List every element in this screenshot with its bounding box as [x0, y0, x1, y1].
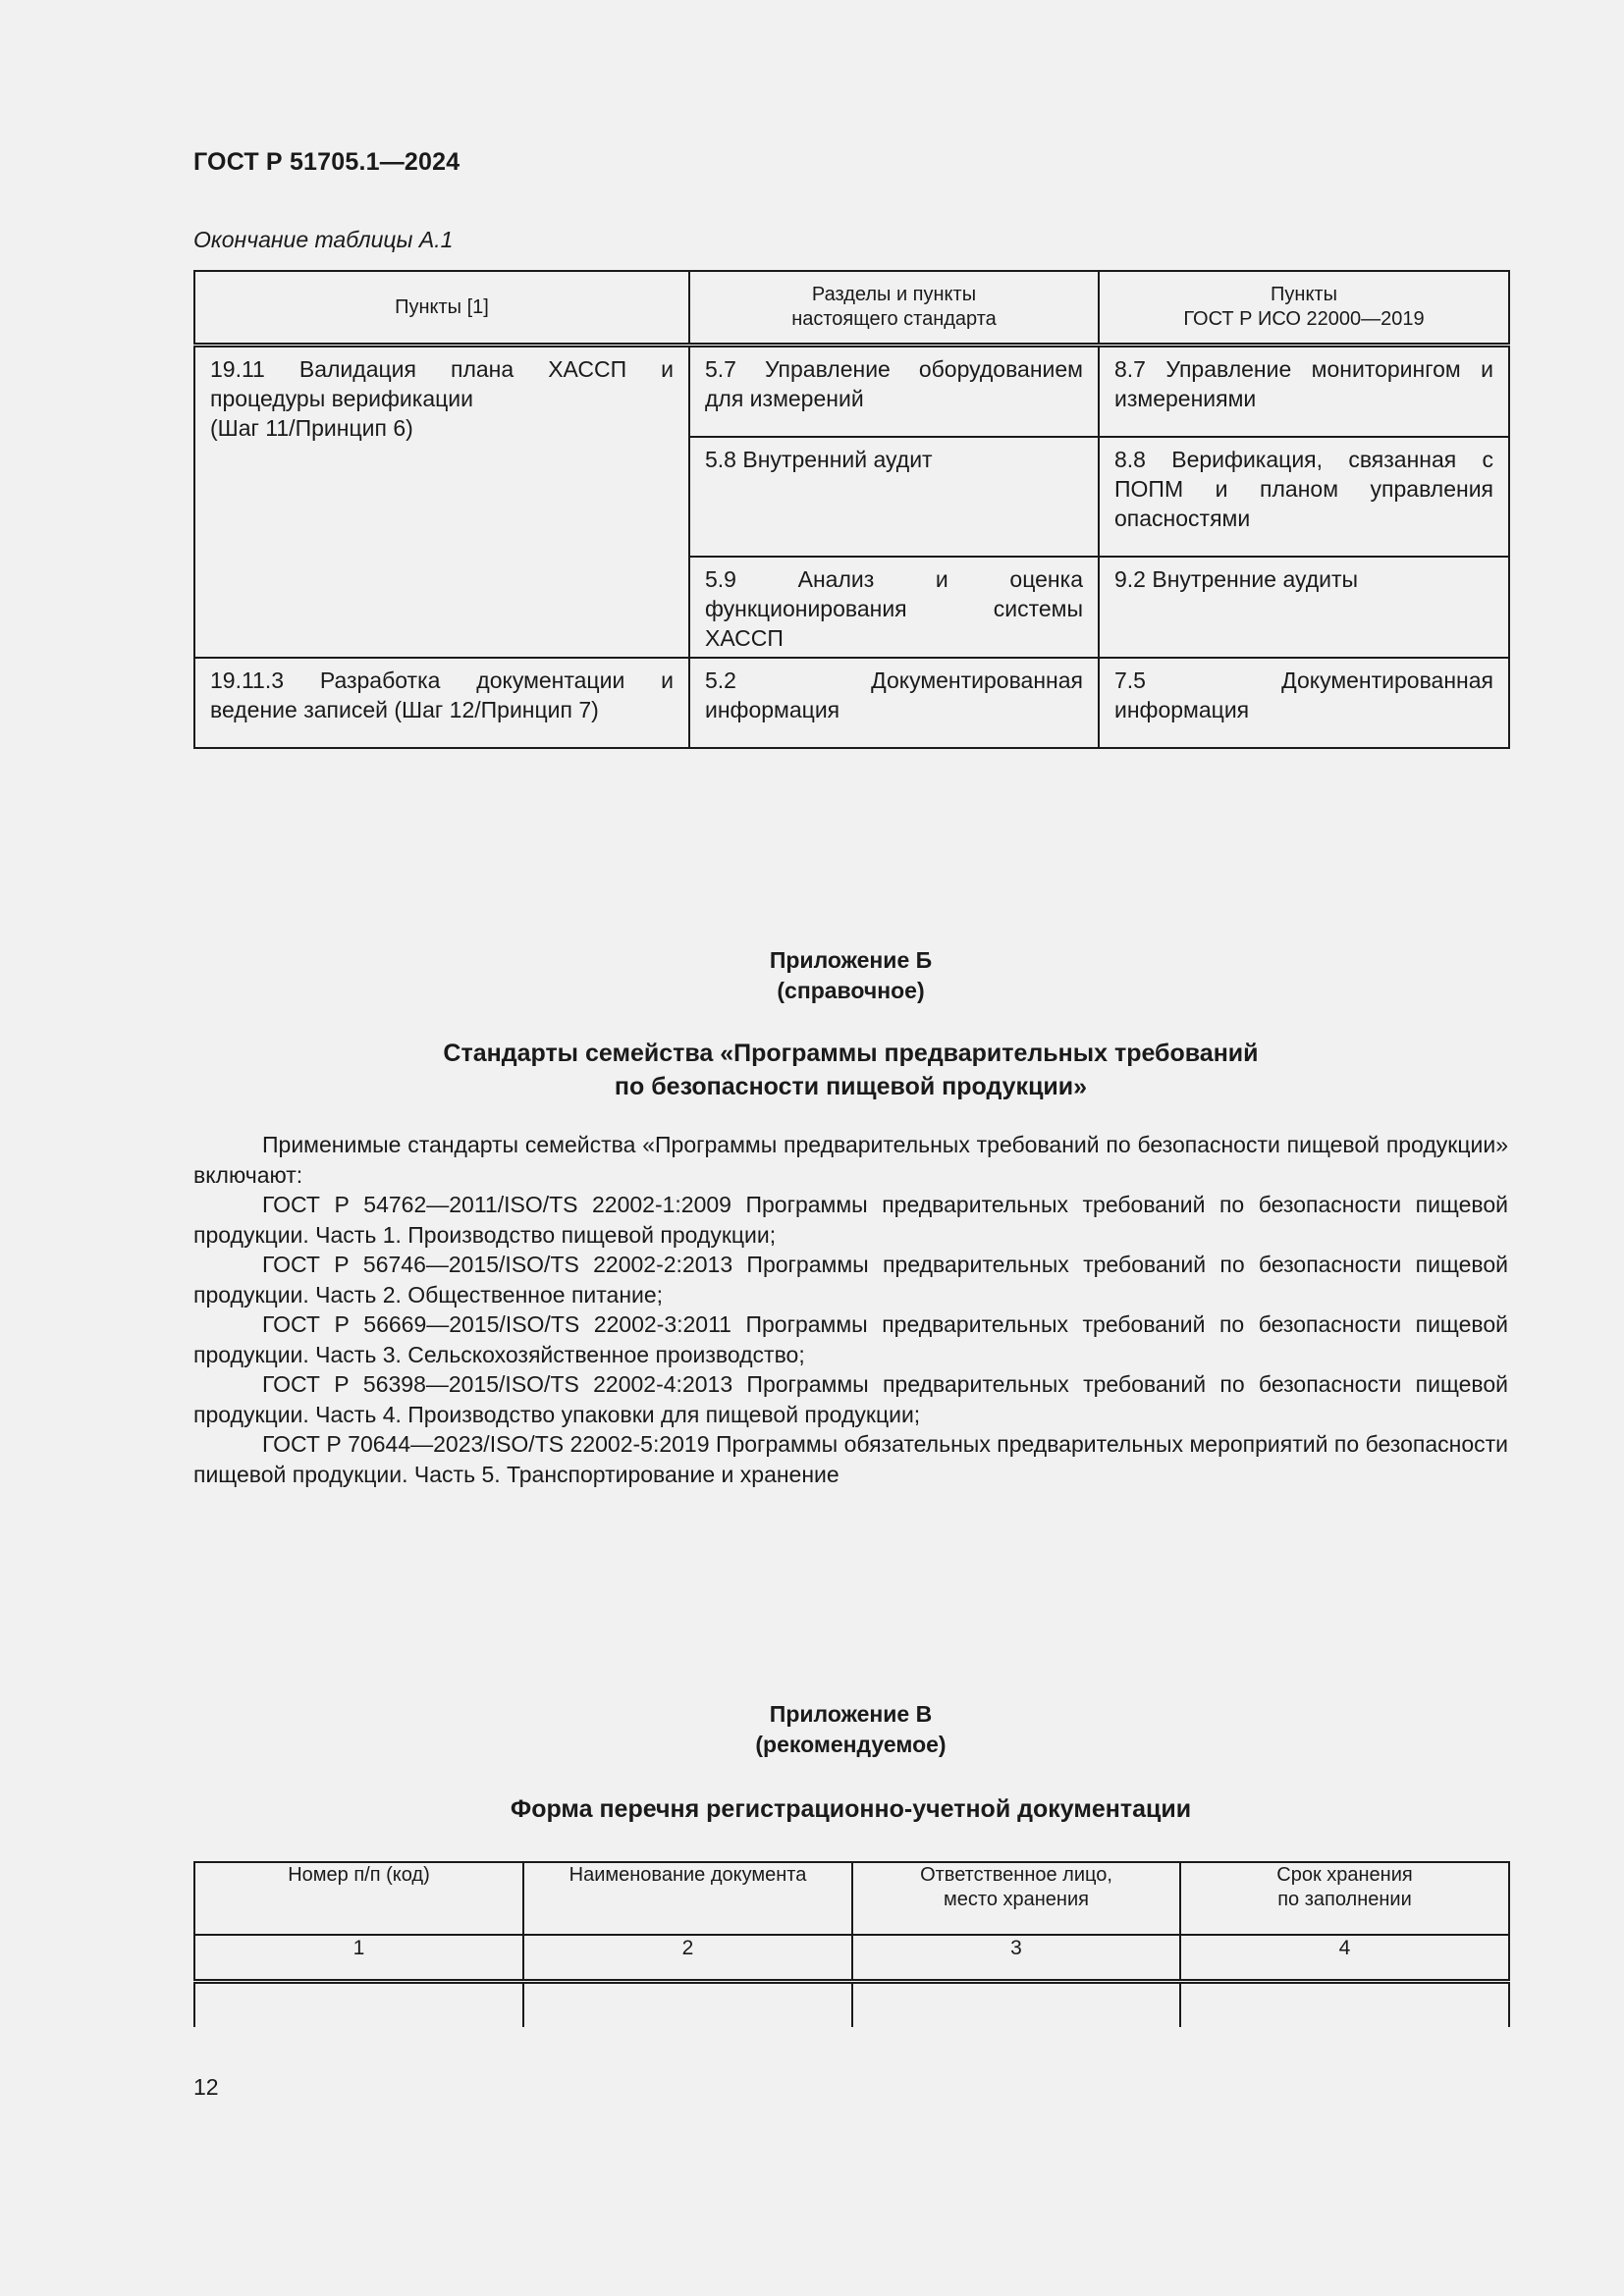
paragraph: ГОСТ Р 56746—2015/ISO/TS 22002-2:2013 Программы предварительных требований по безопасности пищевой продукции. Часть 2. Общественное питание; [193, 1252, 1508, 1308]
header-cell-sections: Разделы и пункты настоящего стандарта [689, 271, 1099, 346]
appendix-b-title-line2: по безопасности пищевой продукции» [614, 1073, 1088, 1100]
paragraph: ГОСТ Р 54762—2011/ISO/TS 22002-1:2009 Программы предварительных требований по безопасности пищевой продукции. Часть 1. Производство пищевой продукции; [193, 1192, 1508, 1248]
empty-cell [852, 1982, 1180, 2028]
table-cell: 19.11.3 Разработка документации и ведение записей (Шаг 12/Принцип 7) [194, 658, 689, 748]
table-cell: 5.2 Документированная информация [689, 658, 1099, 748]
table-cell: 9.2 Внутренние аудиты [1099, 557, 1509, 658]
appendix-v-label: Приложение В [769, 1701, 933, 1727]
appendix-b-label: Приложение Б [769, 947, 933, 973]
table-a1 [193, 270, 1510, 749]
empty-cell [1180, 1982, 1509, 2028]
header-cell-retention: Срок хранения по заполнении [1180, 1862, 1509, 1935]
appendix-v-title: Форма перечня регистрационно-учетной документации [510, 1795, 1192, 1823]
table-cell: 5.7 Управление оборудованием для измерений [689, 346, 1099, 438]
column-number: 4 [1180, 1935, 1509, 1982]
table-cell: 5.9 Анализ и оценка функционирования системы ХАССП [689, 557, 1099, 658]
paragraph: ГОСТ Р 56669—2015/ISO/TS 22002-3:2011 Программы предварительных требований по безопасности пищевой продукции. Часть 3. Сельскохозяйственное производство; [193, 1311, 1508, 1367]
table-caption: Окончание таблицы А.1 [193, 227, 454, 252]
table-cell: 7.5 Документированная информация [1099, 658, 1509, 748]
table-row [194, 346, 1509, 438]
column-number: 2 [523, 1935, 852, 1982]
table-cell: 5.8 Внутренний аудит [689, 437, 1099, 557]
empty-cell [523, 1982, 852, 2028]
header-cell-iso-clauses: Пункты ГОСТ Р ИСО 22000—2019 [1099, 271, 1509, 346]
document-code: ГОСТ Р 51705.1—2024 [193, 148, 460, 176]
paragraph: ГОСТ Р 56398—2015/ISO/TS 22002-4:2013 Программы предварительных требований по безопасности пищевой продукции. Часть 4. Производство упаковки для пищевой продукции; [193, 1371, 1508, 1427]
empty-row [194, 1982, 1509, 2028]
table-cell: 19.11 Валидация плана ХАССП и процедуры верификации (Шаг 11/Принцип 6) [194, 346, 689, 659]
page-number: 12 [193, 2074, 219, 2100]
column-number: 1 [194, 1935, 523, 1982]
header-cell-responsible: Ответственное лицо, место хранения [852, 1862, 1180, 1935]
table-row [194, 658, 1509, 748]
table-cell: 8.8 Верификация, связанная с ПОПМ и планом управления опасностями [1099, 437, 1509, 557]
column-number: 3 [852, 1935, 1180, 1982]
appendix-b-body [193, 1130, 1508, 1489]
registration-documents-table [193, 1861, 1510, 2027]
table-header-row [194, 271, 1509, 346]
table-cell: 8.7 Управление мониторингом и измерениями [1099, 346, 1509, 438]
header-cell-number: Номер п/п (код) [194, 1862, 523, 1935]
header-cell-clauses: Пункты [1] [194, 271, 689, 346]
appendix-b-title-line1: Стандарты семейства «Программы предварительных требований [443, 1040, 1259, 1067]
paragraph: Применимые стандарты семейства «Программы предварительных требований по безопасности пищевой продукции» включают: [193, 1132, 1508, 1188]
header-cell-document-name: Наименование документа [523, 1862, 852, 1935]
empty-cell [194, 1982, 523, 2028]
table-header-row [194, 1862, 1509, 1935]
paragraph: ГОСТ Р 70644—2023/ISO/TS 22002-5:2019 Программы обязательных предварительных мероприятий по безопасности пищевой продукции. Часть 5. Транспортирование и хранение [193, 1431, 1508, 1487]
appendix-b-kind: (справочное) [777, 978, 925, 1003]
column-number-row [194, 1935, 1509, 1982]
appendix-v-kind: (рекомендуемое) [755, 1732, 947, 1757]
